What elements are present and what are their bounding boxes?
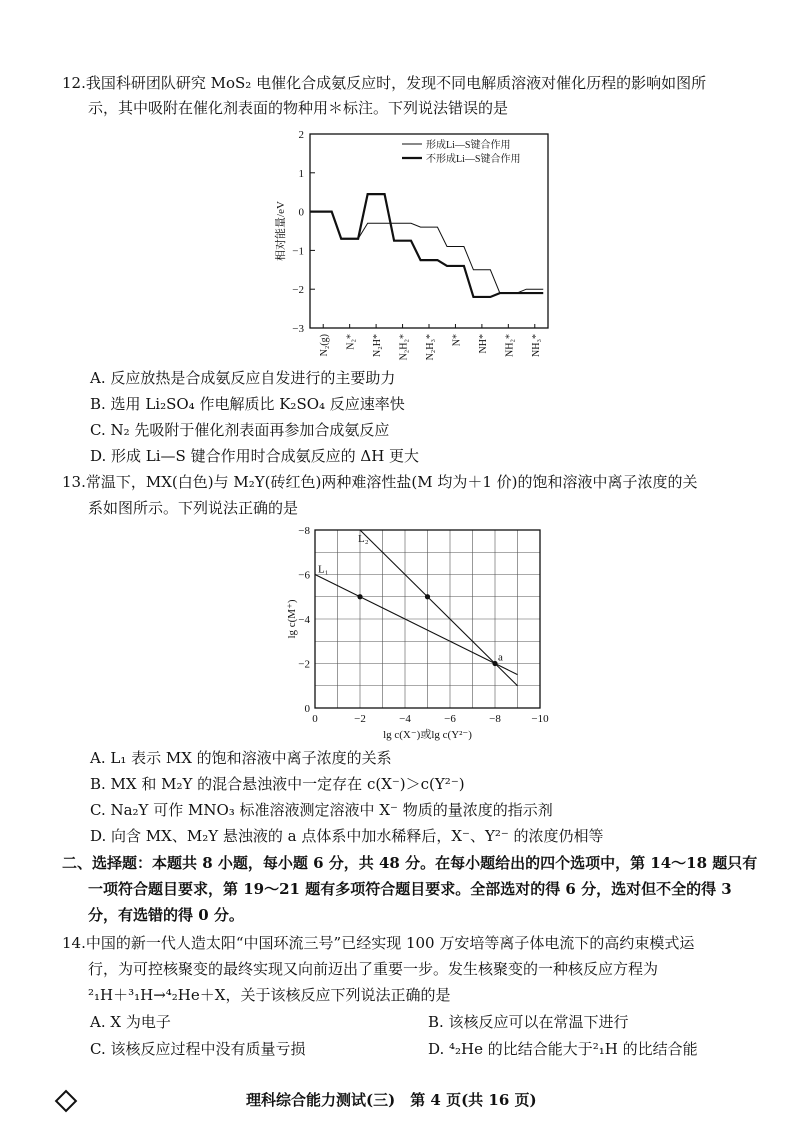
point-a-label: a xyxy=(498,651,503,664)
x-tick-label: NH₂* xyxy=(504,334,516,357)
q13-option-c: C. Na₂Y 可作 MNO₃ 标准溶液测定溶液中 X⁻ 物质的量浓度的指示剂 xyxy=(90,801,553,819)
data-point xyxy=(357,594,362,599)
q12-option-b: B. 选用 Li₂SO₄ 作电解质比 K₂SO₄ 反应速率快 xyxy=(90,395,405,413)
series-line-L₁ xyxy=(315,575,518,675)
y-tick-label: −6 xyxy=(298,569,310,582)
q14-option-d: D. ⁴₂He 的比结合能大于²₁H 的比结合能 xyxy=(428,1040,698,1058)
x-tick-label: −4 xyxy=(399,713,411,725)
q12-stem-line2: 示，其中吸附在催化剂表面的物种用＊标注。下列说法错误的是 xyxy=(88,99,509,117)
y-tick-label: −2 xyxy=(298,658,310,671)
series-label: L₁ xyxy=(318,563,329,576)
x-tick-label: N₂* xyxy=(345,334,357,350)
solubility-chart xyxy=(285,518,565,748)
x-tick-label: N₂(g) xyxy=(319,334,331,357)
q13-stem-line2: 系如图所示。下列说法正确的是 xyxy=(88,499,299,517)
y-tick-label: −8 xyxy=(298,525,310,537)
x-tick-label: N₂H* xyxy=(372,334,384,357)
q13-option-d: D. 向含 MX、M₂Y 悬浊液的 a 点体系中加水稀释后，X⁻、Y²⁻ 的浓度仍相等 xyxy=(90,827,604,845)
q14-stem-line2: 行，为可控核聚变的最终实现又向前迈出了重要一步。发生核聚变的一种核反应方程为 xyxy=(88,960,659,978)
diamond-icon xyxy=(55,1090,78,1113)
x-tick-label: −2 xyxy=(354,713,366,725)
y-tick-label: −3 xyxy=(292,323,304,335)
x-tick-label: N* xyxy=(451,334,463,347)
q14-stem-line1: 14.中国的新一代人造太阳“中国环流三号”已经实现 100 万安培等离子体电流下的高约束模式运 xyxy=(62,934,695,952)
series-line-1 xyxy=(310,212,543,293)
legend-label: 不形成Li—S键合作用 xyxy=(426,154,521,165)
y-tick-label: −4 xyxy=(298,614,310,626)
q13-stem-line1: 13.常温下，MX(白色)与 M₂Y(砖红色)两种难溶性盐(M 均为＋1 价)的饱和溶液中离子浓度的关 xyxy=(62,473,698,491)
x-tick-label: −8 xyxy=(489,713,501,725)
q14-stem-line3: ²₁H＋³₁H→⁴₂He＋X，关于该核反应下列说法正确的是 xyxy=(88,986,451,1004)
q14-option-c: C. 该核反应过程中没有质量亏损 xyxy=(90,1040,306,1058)
x-tick-label: −6 xyxy=(444,713,456,725)
y-tick-label: −2 xyxy=(292,284,304,297)
legend-label: 形成Li—S键合作用 xyxy=(426,140,511,151)
y-axis-label: 相对能量/eV xyxy=(275,201,287,261)
y-tick-label: 1 xyxy=(298,167,304,180)
series-label: L₂ xyxy=(358,533,369,545)
energy-profile-chart xyxy=(270,122,570,372)
section2-line3: 分，有选错的得 0 分。 xyxy=(88,906,244,924)
q12-option-d: D. 形成 Li—S 键合作用时合成氨反应的 ΔH 更大 xyxy=(90,447,420,465)
section2-line2: 一项符合题目要求，第 19～21 题有多项符合题目要求。全部选对的得 6 分，选对但不全的得 3 xyxy=(88,880,732,898)
q14-option-a: A. X 为电子 xyxy=(90,1013,171,1031)
data-point xyxy=(425,594,430,599)
y-tick-label: 0 xyxy=(298,206,304,219)
y-tick-label: 2 xyxy=(298,129,304,141)
q12-stem-line1: 12.我国科研团队研究 MoS₂ 电催化合成氨反应时，发现不同电解质溶液对催化历程的影响如图所 xyxy=(62,74,707,92)
x-tick-label: 0 xyxy=(312,713,318,725)
x-axis-label: lg c(X⁻)或lg c(Y²⁻) xyxy=(383,729,472,741)
y-tick-label: −1 xyxy=(292,245,304,258)
section2-line1: 二、选择题：本题共 8 小题，每小题 6 分，共 48 分。在每小题给出的四个选项中，第 14～18 题只有 xyxy=(62,854,758,872)
q12-option-c: C. N₂ 先吸附于催化剂表面再参加合成氨反应 xyxy=(90,421,390,439)
y-axis-label: lg c(M⁺) xyxy=(286,599,298,639)
series-line-2 xyxy=(310,194,543,297)
q12-option-a: A. 反应放热是合成氨反应自发进行的主要助力 xyxy=(90,369,396,387)
q13-option-a: A. L₁ 表示 MX 的饱和溶液中离子浓度的关系 xyxy=(90,749,392,767)
q14-option-b: B. 该核反应可以在常温下进行 xyxy=(428,1013,629,1031)
x-tick-label: N₂H₃* xyxy=(425,334,436,361)
x-tick-label: −10 xyxy=(531,713,549,725)
page-footer: 理科综合能力测试(三) 第 4 页(共 16 页) xyxy=(246,1091,537,1109)
x-tick-label: NH* xyxy=(477,334,489,354)
x-tick-label: N₂H₂* xyxy=(398,334,410,361)
data-point xyxy=(492,661,497,666)
x-tick-label: NH₃* xyxy=(530,334,542,357)
y-tick-label: 0 xyxy=(304,703,310,715)
q13-option-b: B. MX 和 M₂Y 的混合悬浊液中一定存在 c(X⁻)＞c(Y²⁻) xyxy=(90,775,465,793)
